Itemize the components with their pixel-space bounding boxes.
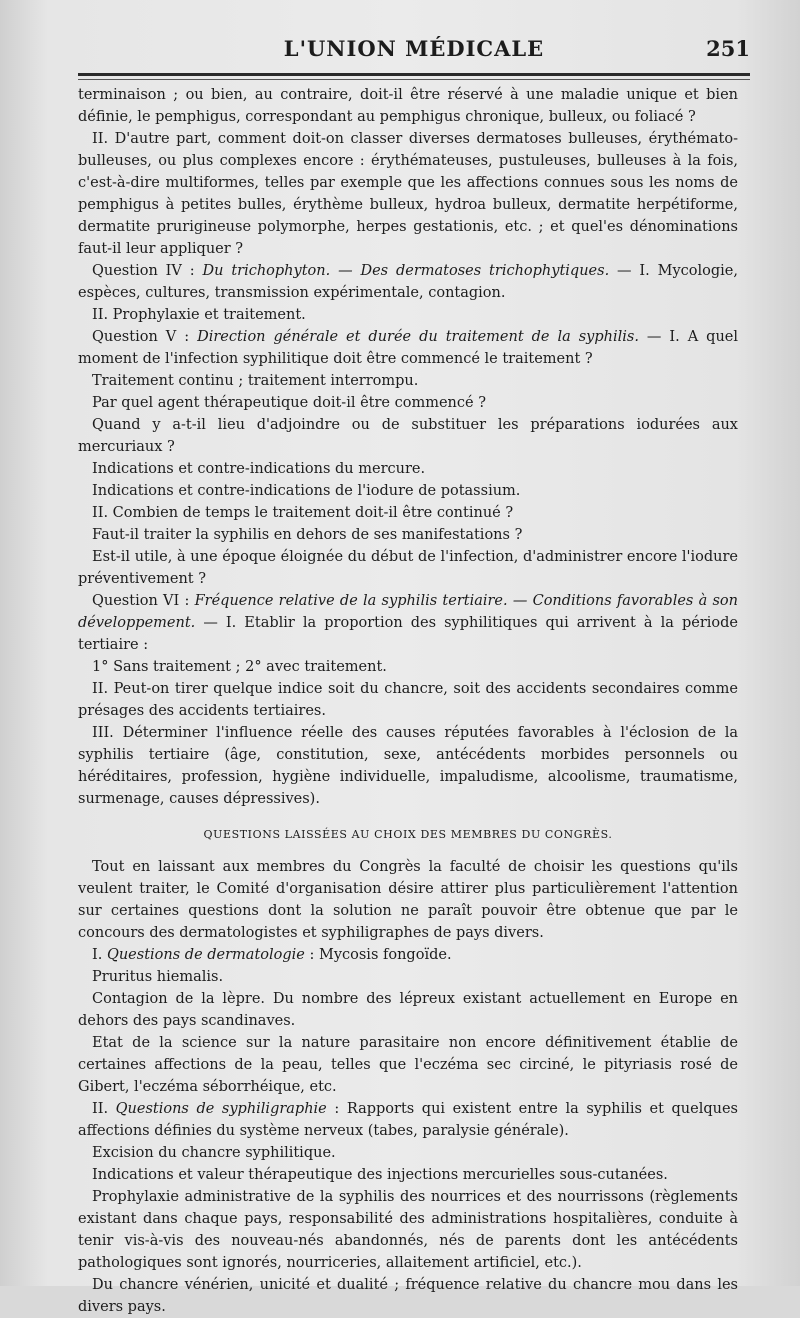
header-rule bbox=[78, 73, 750, 76]
italic-title: Fréquence relative de la syphilis tertiaire. — Conditions favorables à son développement. bbox=[78, 593, 738, 631]
journal-title: L'UNION MÉDICALE bbox=[283, 36, 545, 61]
page-number: 251 bbox=[706, 36, 750, 61]
section-heading: QUESTIONS LAISSÉES AU CHOIX DES MEMBRES DU CONGRÈS. bbox=[203, 828, 613, 841]
paragraph: II. D'autre part, comment doit-on classer diverses dermatoses bulleuses, érythémato-bulleuses, ou plus complexes encore : érythémateuses, pustuleuses, bulleuses à la fois, c'est-à-dire multiformes, telles par exemple que les affections connues sous les noms de pemphigus à petites bulles, érythème bulleux, hydroa bulleux, dermatite herpétiforme, dermatite prurigineuse polymorphe, herpes gestationis, etc. ; et quel'es dénominations faut-il leur appliquer ? bbox=[78, 131, 738, 257]
paragraph: Quand y a-t-il lieu d'adjoindre ou de substituer les préparations iodurées aux mercuriaux ? bbox=[78, 417, 738, 455]
paragraph: 1° Sans traitement ; 2° avec traitement. bbox=[92, 659, 387, 675]
paragraph: Indications et contre-indications du mercure. bbox=[92, 461, 426, 477]
header-rule-thin bbox=[78, 79, 750, 80]
paragraph: Indications et contre-indications de l'iodure de potassium. bbox=[92, 483, 521, 499]
paragraph bbox=[78, 944, 738, 966]
paragraph: Faut-il traiter la syphilis en dehors de ses manifestations ? bbox=[92, 527, 523, 543]
paragraph: III. Déterminer l'influence réelle des causes réputées favorables à l'éclosion de la syphilis tertiaire (âge, constitution, sexe, antécédents morbides personnels ou héréditaires, profession, hygiène individuelle, impaludisme, alcoolisme, traumatisme, surmenage, causes dépressives). bbox=[78, 725, 738, 807]
paragraph-text: Question IV : bbox=[92, 263, 203, 279]
paragraph-text: I. bbox=[92, 947, 107, 963]
italic-title: Questions de syphiligraphie bbox=[115, 1101, 327, 1117]
paragraph-text: : Rapports qui existent entre la syphilis et quelques affections définies du système nerveux (tabes, paralysie générale). bbox=[78, 1101, 738, 1139]
paragraph: II. Combien de temps le traitement doit-il être continué ? bbox=[92, 505, 514, 521]
paragraph: Etat de la science sur la nature parasitaire non encore définitivement établie de certaines affections de la peau, telles que l'eczéma sec circiné, le pityriasis rosé de Gibert, l'eczéma séborrhéique, etc. bbox=[78, 1035, 738, 1095]
paragraph-text: — I. Etablir la proportion des syphilitiques qui arrivent à la période tertiaire : bbox=[78, 615, 738, 653]
paragraph-text: — I. Mycologie, espèces, cultures, transmission expérimentale, contagion. bbox=[78, 263, 739, 301]
paragraph bbox=[78, 260, 738, 304]
paragraph: Contagion de la lèpre. Du nombre des lépreux existant actuellement en Europe en dehors des pays scandinaves. bbox=[78, 991, 738, 1029]
page-header bbox=[78, 36, 750, 76]
paragraph-text: — I. A quel moment de l'infection syphilitique doit être commencé le traitement ? bbox=[78, 329, 739, 367]
paragraph: Indications et valeur thérapeutique des injections mercurielles sous-cutanées. bbox=[92, 1167, 668, 1183]
paragraph: Est-il utile, à une époque éloignée du début de l'infection, d'administrer encore l'iodure préventivement ? bbox=[78, 549, 738, 587]
italic-title: Du trichophyton. — Des dermatoses trichophytiques. bbox=[202, 263, 610, 279]
paragraph-text: Question VI : bbox=[92, 593, 195, 609]
paragraph: II. Peut-on tirer quelque indice soit du chancre, soit des accidents secondaires comme présages des accidents tertiaires. bbox=[78, 681, 738, 719]
paragraph: II. Prophylaxie et traitement. bbox=[92, 307, 306, 323]
italic-title: Questions de dermatologie bbox=[106, 947, 305, 963]
paragraph: terminaison ; ou bien, au contraire, doit-il être réservé à une maladie unique et bien définie, le pemphigus, correspondant au pemphigus chronique, bulleux, ou foliacé ? bbox=[78, 87, 738, 125]
paragraph: Tout en laissant aux membres du Congrès la faculté de choisir les questions qu'ils veulent traiter, le Comité d'organisation désire attirer plus particulièrement l'attention sur certaines questions dont la solution ne paraît pouvoir être obtenue que par le concours des dermatologistes et syphiligraphes de pays divers. bbox=[78, 859, 738, 941]
paragraph: Prophylaxie administrative de la syphilis des nourrices et des nourrissons (règlements existant dans chaque pays, responsabilité des administrations hospitalières, conduite à tenir vis-à-vis des nouveau-nés abandonnés, nés de parents dont les antécédents pathologiques sont ignorés, nourriceries, allaitement artificiel, etc.). bbox=[78, 1189, 738, 1271]
paragraph bbox=[78, 326, 738, 370]
article-body bbox=[78, 84, 738, 1318]
paragraph bbox=[78, 1098, 738, 1142]
paragraph-text: Question V : bbox=[92, 329, 198, 345]
italic-title: Direction générale et durée du traitement de la syphilis. bbox=[197, 329, 639, 345]
paragraph: Traitement continu ; traitement interrompu. bbox=[92, 373, 419, 389]
paragraph: Du chancre vénérien, unicité et dualité ; fréquence relative du chancre mou dans les divers pays. bbox=[78, 1277, 738, 1315]
paragraph-text: II. bbox=[92, 1101, 116, 1117]
paragraph: Pruritus hiemalis. bbox=[92, 969, 224, 985]
paragraph bbox=[78, 590, 738, 656]
paragraph: Excision du chancre syphilitique. bbox=[92, 1145, 336, 1161]
paragraph-text: : Mycosis fongoïde. bbox=[304, 947, 452, 963]
paragraph: Par quel agent thérapeutique doit-il être commencé ? bbox=[92, 395, 486, 411]
